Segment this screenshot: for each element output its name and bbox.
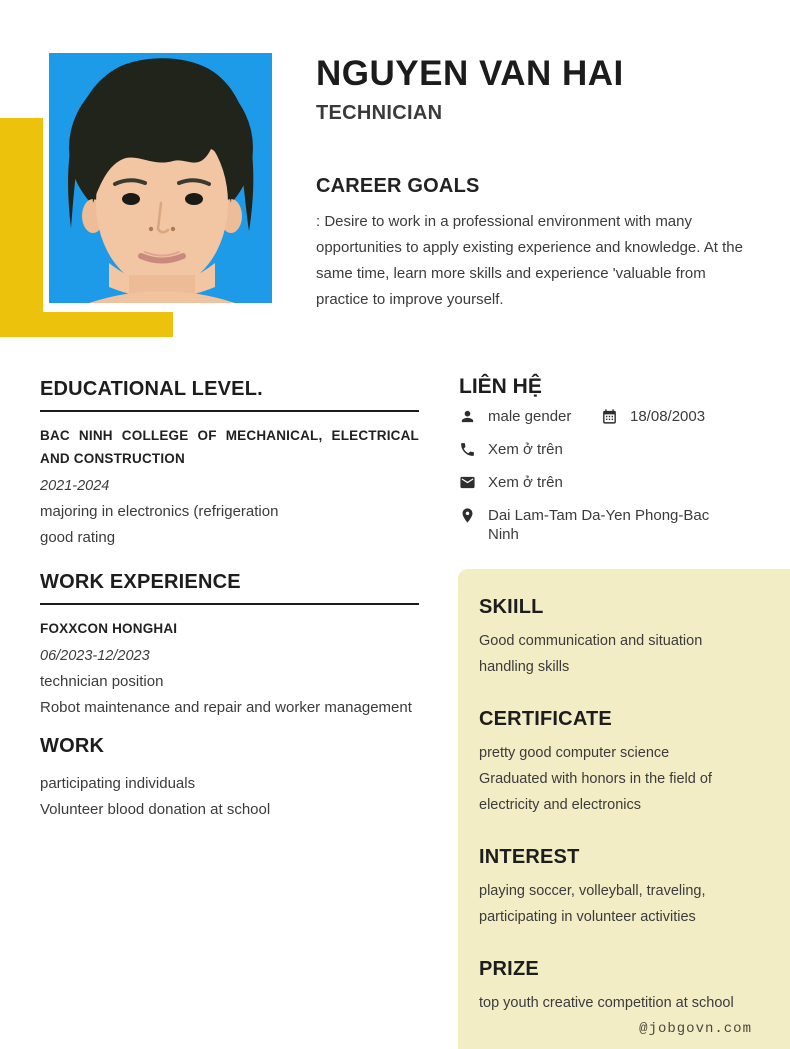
certificate-heading: CERTIFICATE (479, 708, 612, 730)
gender-item (459, 407, 601, 426)
work-item-2: Volunteer blood donation at school (40, 801, 271, 818)
contact-rows (459, 407, 790, 544)
left-column (40, 378, 419, 818)
email-value: Xem ở trên (488, 474, 563, 491)
watermark: @jobgovn.com (639, 1021, 752, 1037)
birthday-item (601, 407, 705, 426)
interest-text: playing soccer, volleyball, traveling, participating in volunteer activities (479, 883, 706, 925)
work-experience-duties: Robot maintenance and repair and worker management (40, 699, 412, 716)
person-icon (459, 408, 476, 425)
profile-photo (49, 53, 272, 303)
certificate-text: pretty good computer science Graduated with honors in the field of electricity and electronics (479, 745, 712, 813)
phone-value: Xem ở trên (488, 441, 563, 458)
education-divider (40, 410, 419, 412)
yellow-accent-vertical-bar (0, 118, 43, 337)
email-icon (459, 474, 476, 491)
skill-text: Good communication and situation handling skills (479, 633, 703, 675)
education-rating: good rating (40, 529, 116, 546)
work-experience-company: FOXXCON HONGHAI (40, 621, 178, 636)
education-period: 2021-2024 (40, 478, 110, 494)
contact-row-gender-birthday (459, 407, 790, 426)
calendar-icon (601, 408, 618, 425)
job-title: TECHNICIAN (316, 102, 443, 124)
career-goals-heading: CAREER GOALS (316, 175, 480, 197)
work-experience-position: technician position (40, 673, 164, 690)
candidate-name: NGUYEN VAN HAI (316, 54, 624, 93)
education-heading: EDUCATIONAL LEVEL. (40, 378, 263, 400)
address-value: Dai Lam-Tam Da-Yen Phong-Bac Ninh (488, 507, 710, 543)
work-heading: WORK (40, 735, 105, 757)
work-experience-heading: WORK EXPERIENCE (40, 571, 241, 593)
header-block (316, 56, 762, 313)
education-school: BAC NINH COLLEGE OF MECHANICAL, ELECTRICAL AND CONSTRUCTION (40, 428, 419, 466)
birthday-value: 18/08/2003 (630, 408, 706, 425)
career-goals-text: : Desire to work in a professional environment with many opportunities to apply existing experience and knowledge. At the same time, learn more skills and experience 'valuable from practice to improve yourself. (316, 213, 743, 308)
work-experience-divider (40, 603, 419, 605)
portrait-illustration (49, 53, 272, 303)
prize-heading: PRIZE (479, 958, 539, 980)
interest-heading: INTEREST (479, 846, 580, 868)
yellow-accent-horizontal-bar (0, 312, 173, 337)
prize-text: top youth creative competition at school (479, 995, 734, 1011)
phone-icon (459, 441, 476, 458)
skill-heading: SKIILL (479, 596, 544, 618)
side-panel (458, 569, 790, 1049)
contact-heading: LIÊN HỆ (459, 375, 542, 398)
contact-section (459, 375, 790, 544)
education-major: majoring in electronics (refrigeration (40, 503, 279, 520)
location-icon (459, 507, 476, 524)
gender-value: male gender (488, 408, 572, 425)
work-item-1: participating individuals (40, 775, 196, 792)
contact-row-email (459, 473, 790, 492)
contact-row-address (459, 506, 790, 544)
contact-row-phone (459, 440, 790, 459)
work-experience-period: 06/2023-12/2023 (40, 648, 150, 664)
